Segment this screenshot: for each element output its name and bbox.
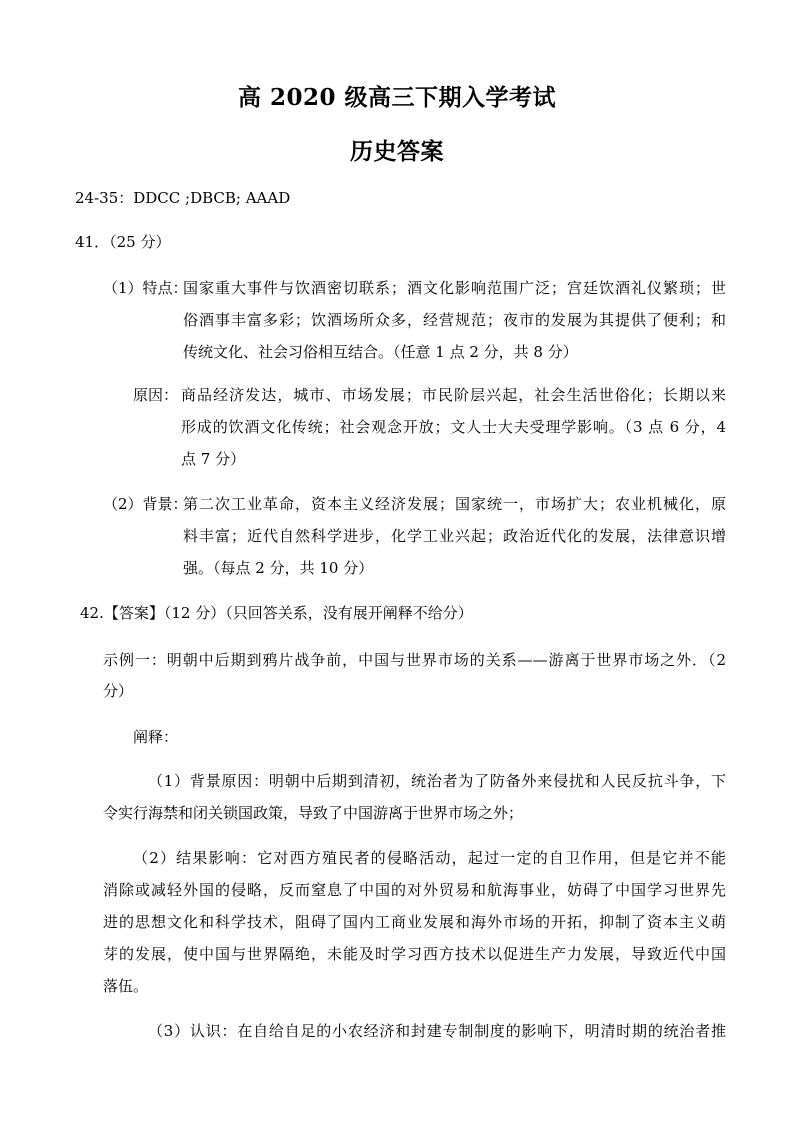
q41-part2-line: 商品经济发达，城市、市场发展；市民阶层兴起，社会生活世俗化；长期以来: [181, 386, 726, 404]
q41-part1-line: 俗酒事丰富多彩；饮酒场所众多，经营规范；夜市的发展为其提供了便利；和: [183, 311, 726, 329]
q41-part1-line: 国家重大事件与饮酒密切联系；酒文化影响范围广泛；宫廷饮酒礼仪繁琐；世: [183, 279, 726, 297]
q41-part3-label: （2）背景：: [103, 495, 188, 513]
q42-part1-line: （1）背景原因：明朝中后期到清初，统治者为了防备外来侵扰和人民反抗斗争，下: [148, 772, 726, 790]
q41-part2-line: 点 7 分）: [181, 450, 246, 468]
q42-part2-line: 芽的发展，使中国与世界隔绝，未能及时学习西方技术以促进生产力发展，导致近代中国: [103, 945, 726, 963]
document-subtitle: 历史答案: [350, 138, 444, 165]
q42-part2-line: 落伍。: [103, 977, 149, 995]
q42-explain-label: 阐释：: [133, 728, 179, 746]
document-title: 高 2020 级高三下期入学考试: [237, 84, 557, 111]
q41-part1-line: 传统文化、社会习俗相互结合。（任意 1 点 2 分，共 8 分）: [183, 343, 578, 361]
q42-part2-line: 消除或减轻外国的侵略，反而窒息了中国的对外贸易和航海事业，妨碍了中国学习世界先: [103, 881, 726, 899]
q42-part1-line: 令实行海禁和闭关锁国政策，导致了中国游离于世界市场之外；: [103, 804, 524, 822]
q41-part3-line: 料丰富；近代自然科学进步，化学工业兴起；政治近代化的发展，法律意识增: [183, 527, 726, 545]
q41-part3-line: 第二次工业革命，资本主义经济发展；国家统一，市场扩大；农业机械化，原: [183, 495, 726, 513]
q42-header: 42.【答案】（12 分）（只回答关系，没有展开阐释不给分）: [80, 604, 473, 622]
q41-header: 41．（25 分）: [75, 233, 171, 251]
q42-example-line: 分）: [103, 682, 134, 700]
mc-answers: 24-35：DDCC ;DBCB; AAAD: [75, 189, 291, 207]
q41-part1-label: （1）特点：: [103, 279, 188, 297]
q42-part3-line: （3）认识：在自给自足的小农经济和封建专制制度的影响下，明清时期的统治者推: [148, 1022, 726, 1040]
q41-part3-line: 强。（每点 2 分，共 10 分）: [183, 559, 374, 577]
q41-part2-label: 原因：: [133, 386, 179, 404]
q42-part2-line: 进的思想文化和科学技术，阻碍了国内工商业发展和海外市场的开拓，抑制了资本主义萌: [103, 913, 726, 931]
q41-part2-line: 形成的饮酒文化传统；社会观念开放；文人士大夫受理学影响。（3 点 6 分，4: [181, 418, 726, 436]
q42-example-line: 示例一：明朝中后期到鸦片战争前，中国与世界市场的关系——游离于世界市场之外．（2: [103, 651, 726, 669]
q42-part2-line: （2）结果影响：它对西方殖民者的侵略活动，起过一定的自卫作用，但是它并不能: [133, 849, 726, 867]
